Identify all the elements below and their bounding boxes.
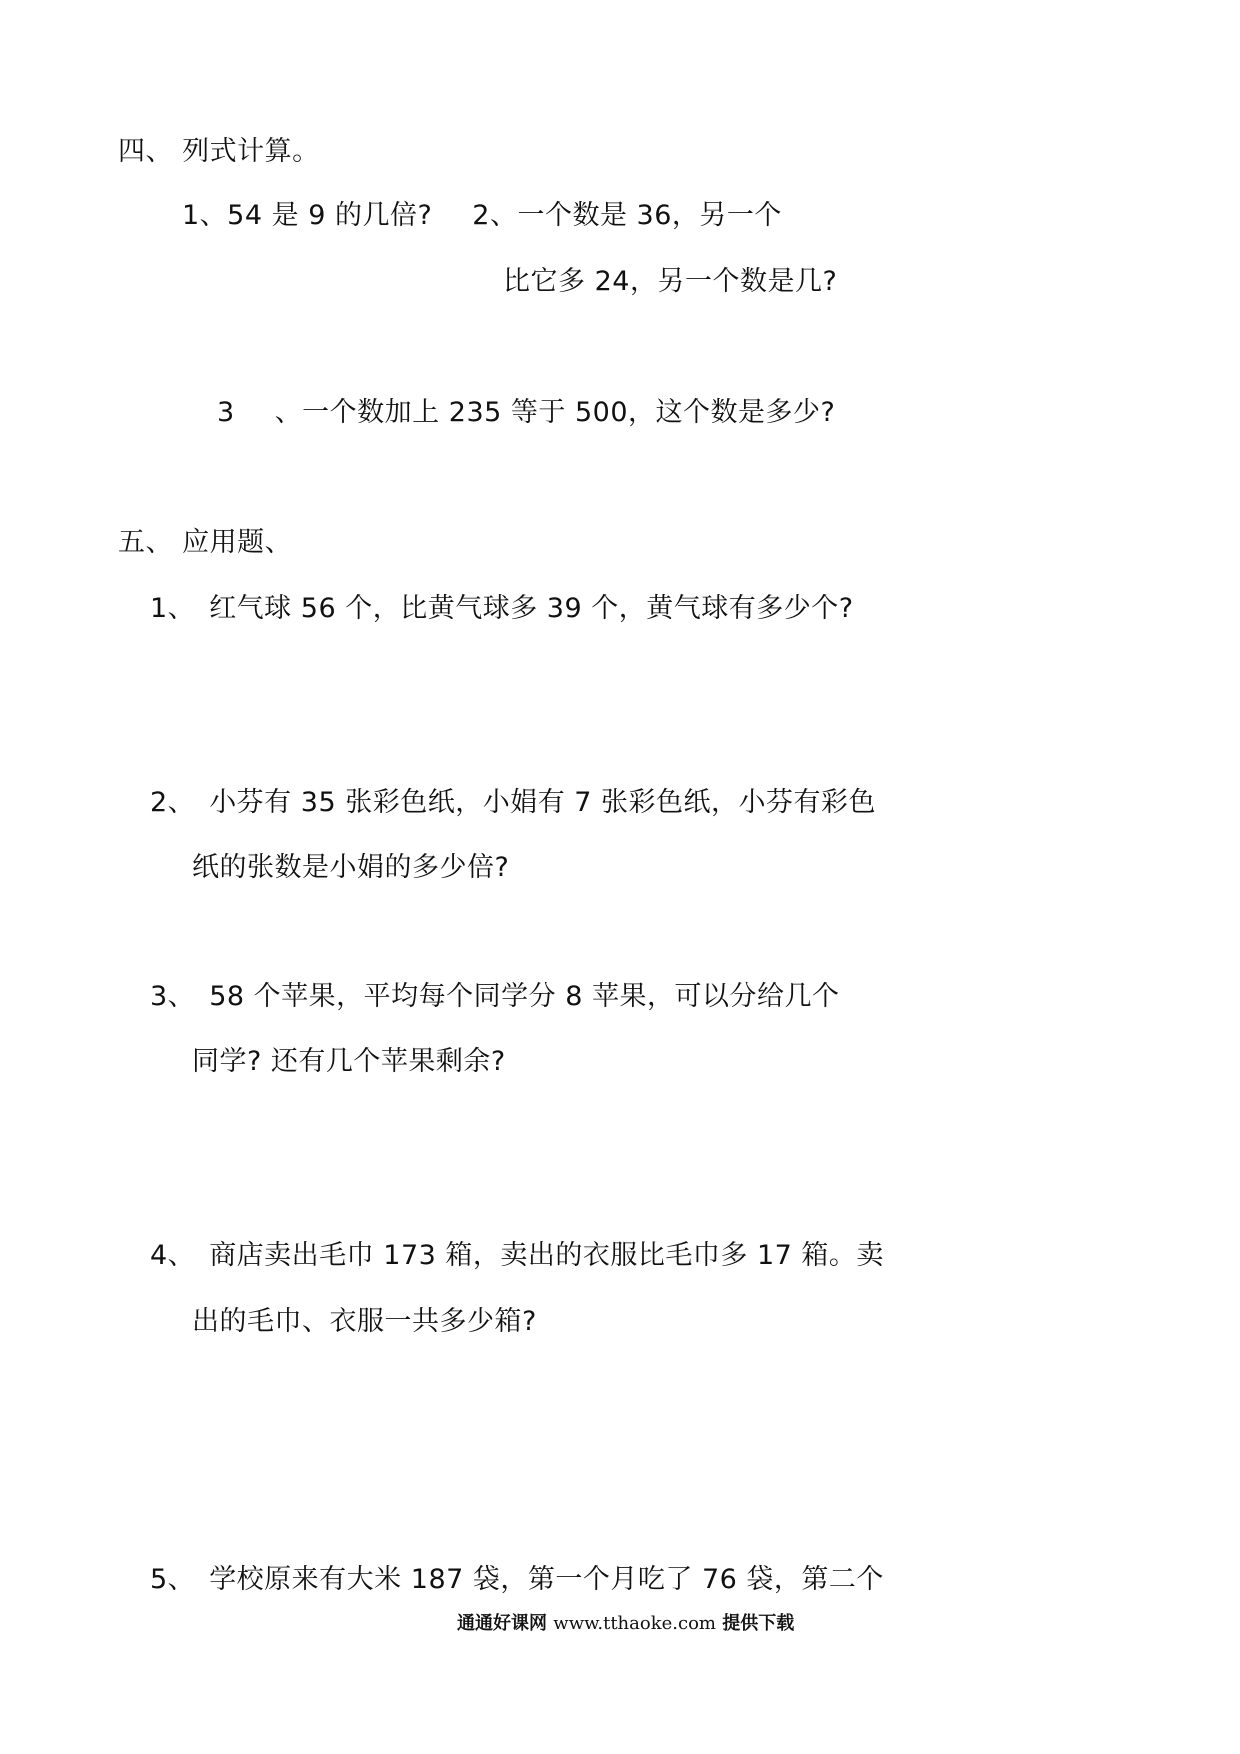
problem-5-4-line2: 出的毛巾、衣服一共多少箱?	[192, 1306, 537, 1337]
problem-5-3-line2: 同学? 还有几个苹果剩余?	[192, 1046, 506, 1077]
section-5-heading: 五、 应用题、	[118, 527, 293, 558]
problem-5-5-line1: 学校原来有大米 187 袋，第一个月吃了 76 袋，第二个	[209, 1564, 884, 1595]
problem-5-1-text: 红气球 56 个，比黄气球多 39 个，黄气球有多少个?	[209, 593, 854, 624]
problem-5-2-line2: 纸的张数是小娟的多少倍?	[192, 852, 510, 883]
question-4-3-number: 3	[217, 397, 235, 428]
problem-5-3	[150, 979, 839, 1015]
footer-suffix: 提供下载	[722, 1613, 795, 1634]
problem-5-1	[150, 591, 854, 627]
problem-5-3-number: 3、	[150, 981, 196, 1012]
section-4-heading: 四、 列式计算。	[118, 136, 320, 167]
problem-5-2	[150, 785, 876, 821]
problem-5-5	[150, 1562, 884, 1598]
problem-5-2-number: 2、	[150, 787, 196, 818]
question-4-2-line1: 2、一个数是 36，另一个	[472, 200, 782, 231]
footer-site-name: 通通好课网	[457, 1613, 547, 1634]
question-4-1-text: 1、54 是 9 的几倍?	[182, 200, 433, 231]
question-4-3-text: 、一个数加上 235 等于 500，这个数是多少?	[274, 397, 836, 428]
problem-5-1-number: 1、	[150, 593, 196, 624]
page-footer	[457, 1612, 794, 1636]
problem-5-4-number: 4、	[150, 1240, 196, 1271]
problem-5-4-line1: 商店卖出毛巾 173 箱，卖出的衣服比毛巾多 17 箱。卖	[209, 1240, 884, 1271]
footer-url: www.tthaoke.com	[553, 1613, 716, 1634]
problem-5-2-line1: 小芬有 35 张彩色纸，小娟有 7 张彩色纸，小芬有彩色	[209, 787, 877, 818]
problem-5-3-line1: 58 个苹果，平均每个同学分 8 苹果，可以分给几个	[209, 981, 840, 1012]
question-4-1	[182, 198, 782, 234]
problem-5-5-number: 5、	[150, 1564, 196, 1595]
question-4-2-line2: 比它多 24，另一个数是几?	[503, 266, 838, 297]
problem-5-4	[150, 1238, 884, 1274]
question-4-3	[217, 395, 835, 431]
